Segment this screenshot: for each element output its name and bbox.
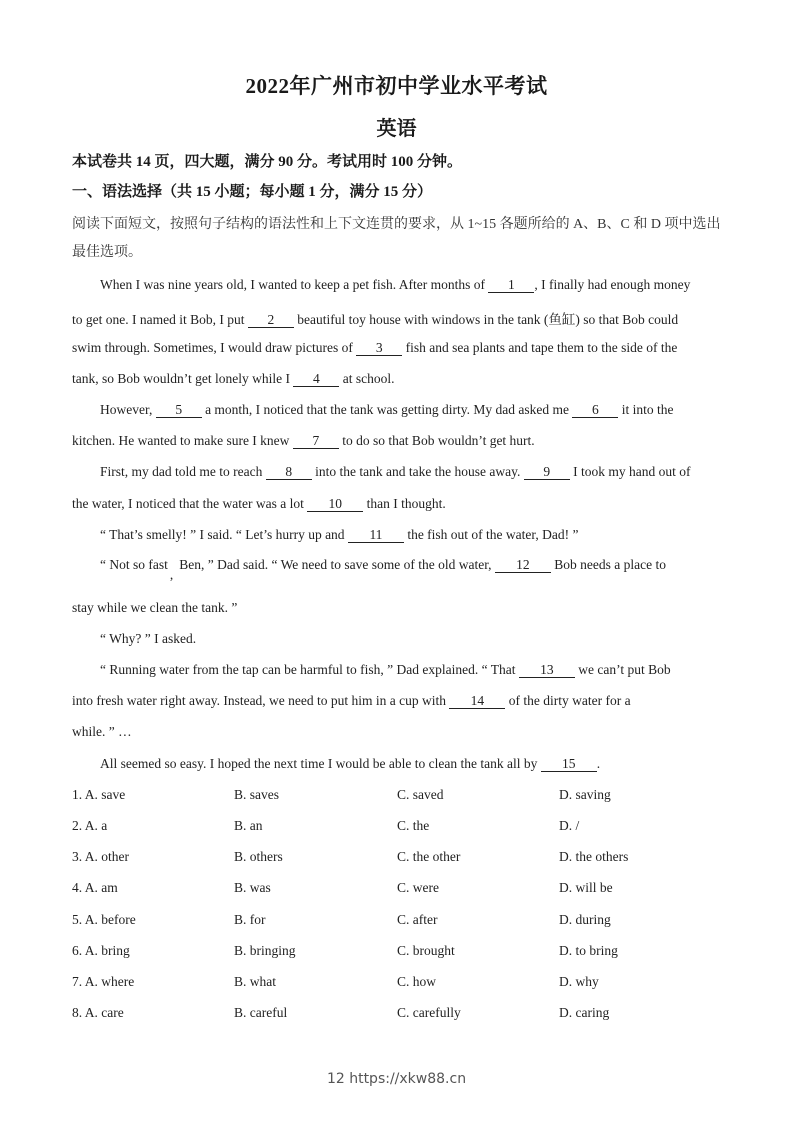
text: , xyxy=(169,567,174,582)
option-c: C. carefully xyxy=(397,1005,461,1020)
option-d: D. to bring xyxy=(559,943,618,958)
option-b: B. saves xyxy=(234,787,279,802)
question-row xyxy=(72,849,732,869)
text: into fresh water right away. Instead, we need to put him in a cup with xyxy=(72,693,447,708)
text: “ Not so fast xyxy=(100,557,168,572)
option-a: 6. A. bring xyxy=(72,943,130,958)
text: the fish out of the water, Dad! ” xyxy=(407,527,579,542)
text: of the dirty water for a xyxy=(508,693,631,708)
text: a month, I noticed that the tank was getting dirty. My dad asked me xyxy=(205,402,569,417)
exam-title: 2022年广州市初中学业水平考试 xyxy=(245,74,548,98)
exam-info: 本试卷共 14 页，四大题，满分 90 分。考试用时 100 分钟。 xyxy=(72,154,463,170)
text: fish and sea plants and tape them to the side of the xyxy=(405,340,678,355)
passage-line xyxy=(100,402,673,418)
blank-13: 13 xyxy=(519,663,575,678)
option-d: D. the others xyxy=(559,849,629,864)
section-heading: 一、语法选择（共 15 小题；每小题 1 分，满分 15 分） xyxy=(72,184,433,200)
option-d: D. why xyxy=(559,974,599,989)
option-b: B. was xyxy=(234,880,271,895)
section-instruction: 阅读下面短文，按照句子结构的语法性和上下文连贯的要求，从 1~15 各题所给的 A、B、C 和 D 项中选出最佳选项。 xyxy=(72,217,721,260)
blank-6: 6 xyxy=(572,403,618,418)
text: , I finally had enough money xyxy=(534,277,691,292)
blank-1: 1 xyxy=(488,278,534,293)
option-b: B. careful xyxy=(234,1005,288,1020)
passage-line: while. ” … xyxy=(72,724,132,739)
option-a: 2. A. a xyxy=(72,818,108,833)
blank-14: 14 xyxy=(449,694,505,709)
text: “ That’s smelly! ” I said. “ Let’s hurry up and xyxy=(100,527,345,542)
text: Ben, ” Dad said. “ We need to save some of the old water, xyxy=(179,557,492,572)
option-d: D. caring xyxy=(559,1005,610,1020)
text: First, my dad told me to reach xyxy=(100,464,263,479)
text: All seemed so easy. I hoped the next time I would be able to clean the tank all by xyxy=(100,756,538,771)
question-row xyxy=(72,912,732,932)
blank-4: 4 xyxy=(293,372,339,387)
option-a: 1. A. save xyxy=(72,787,126,802)
blank-11: 11 xyxy=(348,528,404,543)
text: I took my hand out of xyxy=(573,464,691,479)
option-d: D. saving xyxy=(559,787,611,802)
option-c: C. how xyxy=(397,974,437,989)
option-b: B. for xyxy=(234,912,266,927)
text: the water, I noticed that the water was a lot xyxy=(72,496,304,511)
option-c: C. saved xyxy=(397,787,444,802)
text: into the tank and take the house away. xyxy=(315,464,521,479)
passage-line xyxy=(100,557,666,582)
text: However, xyxy=(100,402,153,417)
passage-line xyxy=(72,433,535,449)
question-row xyxy=(72,1005,732,1025)
subject-title: 英语 xyxy=(376,118,417,140)
text: “ Running water from the tap can be harmful to fish, ” Dad explained. “ That xyxy=(100,662,516,677)
passage-line: stay while we clean the tank. ” xyxy=(72,600,238,615)
blank-7: 7 xyxy=(293,434,339,449)
text: Bob needs a place to xyxy=(554,557,666,572)
blank-8: 8 xyxy=(266,465,312,480)
text: swim through. Sometimes, I would draw pictures of xyxy=(72,340,353,355)
option-a: 8. A. care xyxy=(72,1005,124,1020)
question-row xyxy=(72,943,732,963)
passage-line: “ Why? ” I asked. xyxy=(100,631,197,646)
option-b: B. what xyxy=(234,974,276,989)
passage-line xyxy=(72,340,677,356)
passage-line xyxy=(72,371,394,387)
text: at school. xyxy=(342,371,395,386)
option-a: 3. A. other xyxy=(72,849,129,864)
option-b: B. bringing xyxy=(234,943,296,958)
text: tank, so Bob wouldn’t get lonely while I xyxy=(72,371,290,386)
blank-2: 2 xyxy=(248,313,294,328)
passage-line xyxy=(100,527,578,543)
passage-line xyxy=(100,277,690,293)
passage-line xyxy=(72,496,446,512)
option-d: D. will be xyxy=(559,880,613,895)
blank-9: 9 xyxy=(524,465,570,480)
option-c: C. were xyxy=(397,880,439,895)
option-d: D. during xyxy=(559,912,611,927)
passage-line xyxy=(100,662,671,678)
passage-line xyxy=(100,756,600,772)
text: to get one. I named it Bob, I put xyxy=(72,312,245,327)
option-a: 4. A. am xyxy=(72,880,118,895)
blank-3: 3 xyxy=(356,341,402,356)
blank-12: 12 xyxy=(495,558,551,573)
option-b: B. an xyxy=(234,818,263,833)
blank-5: 5 xyxy=(156,403,202,418)
text: kitchen. He wanted to make sure I knew xyxy=(72,433,290,448)
page-footer: 12 https://xkw88.cn xyxy=(326,1071,467,1087)
option-b: B. others xyxy=(234,849,283,864)
question-row xyxy=(72,818,732,838)
question-row xyxy=(72,974,732,994)
text: When I was nine years old, I wanted to keep a pet fish. After months of xyxy=(100,277,486,292)
text: it into the xyxy=(621,402,674,417)
text: beautiful toy house with windows in the tank (鱼缸) so that Bob could xyxy=(297,312,679,327)
option-a: 5. A. before xyxy=(72,912,136,927)
passage-line xyxy=(72,308,678,328)
text: to do so that Bob wouldn’t get hurt. xyxy=(342,433,535,448)
blank-10: 10 xyxy=(307,497,363,512)
option-a: 7. A. where xyxy=(72,974,135,989)
text: we can’t put Bob xyxy=(578,662,671,677)
passage-line xyxy=(72,693,631,709)
text: than I thought. xyxy=(366,496,446,511)
option-c: C. brought xyxy=(397,943,455,958)
option-c: C. the xyxy=(397,818,430,833)
option-d: D. / xyxy=(559,818,580,833)
option-c: C. the other xyxy=(397,849,461,864)
question-row xyxy=(72,787,732,807)
passage-line xyxy=(100,464,691,480)
option-c: C. after xyxy=(397,912,438,927)
blank-15: 15 xyxy=(541,757,597,772)
question-row xyxy=(72,880,732,900)
text: . xyxy=(596,756,601,771)
